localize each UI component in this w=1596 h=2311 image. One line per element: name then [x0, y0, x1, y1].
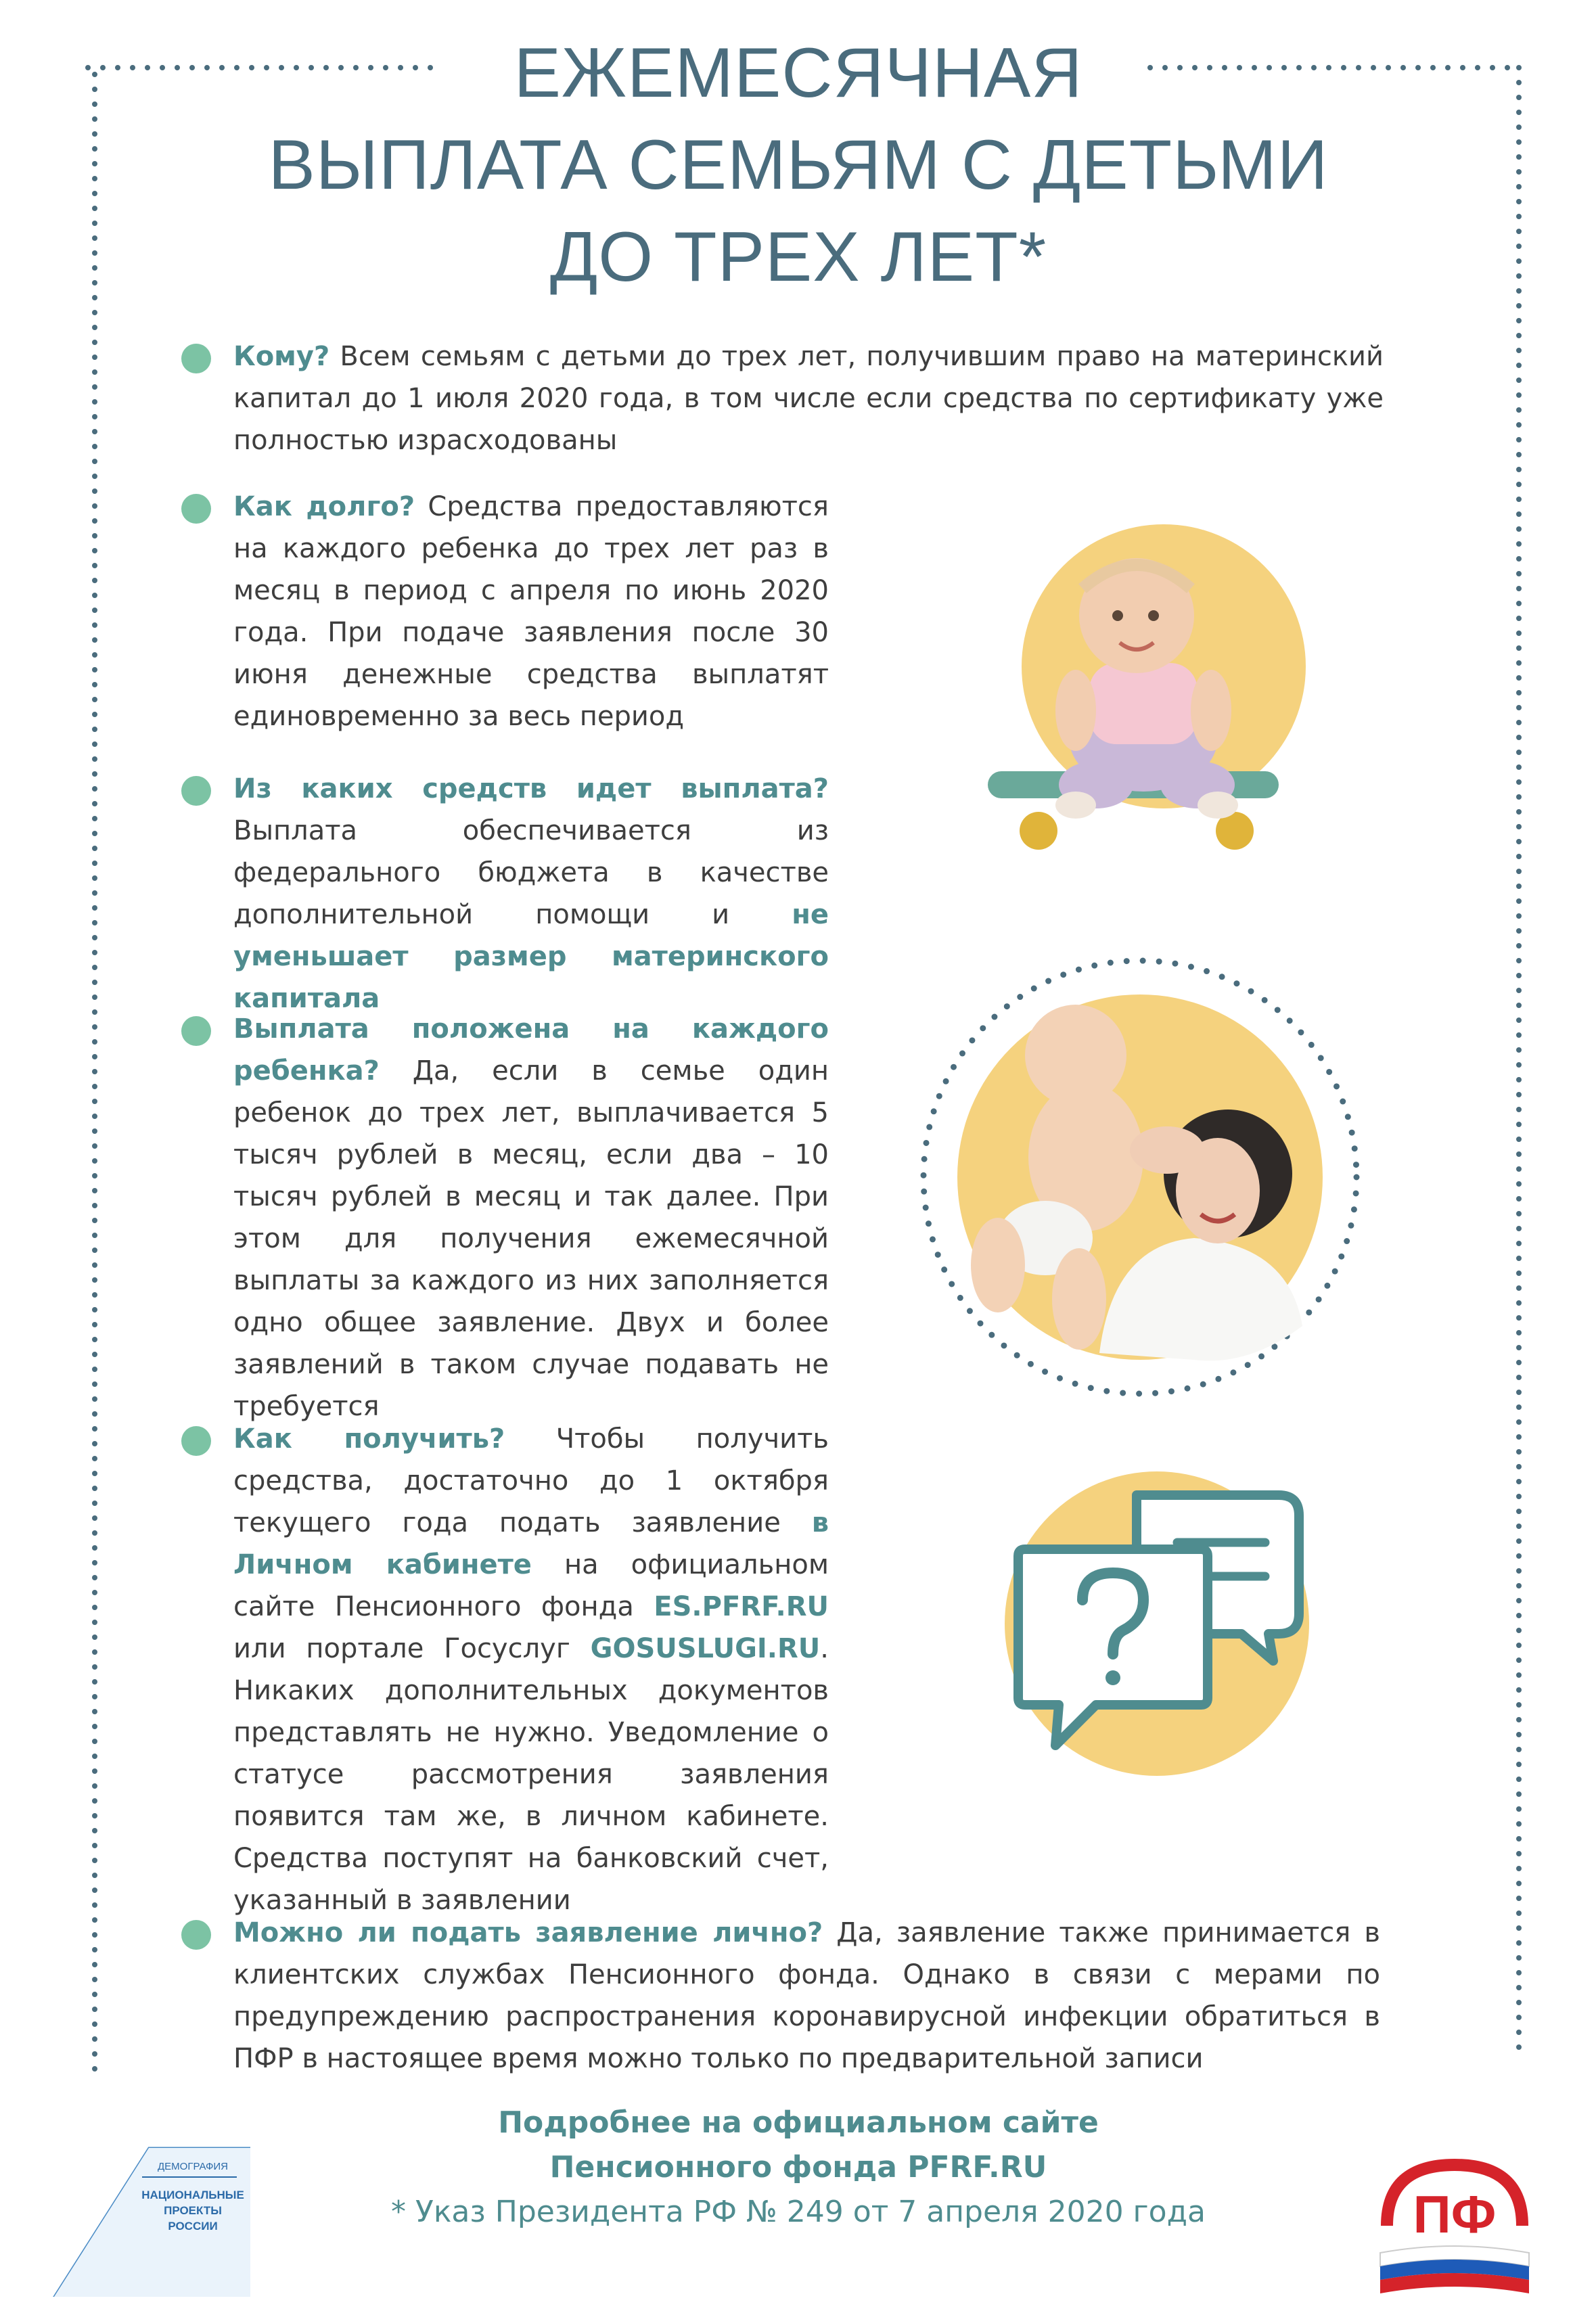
answer-text: Да, если в семье один ребенок до трех лет, выплачивается 5 тысяч рублей в месяц, если два – 10 тысяч рублей в месяц и так далее. При этом для получения ежемесячной выплаты за каждого из них заполняется одно общее заявление. Двух и более заявлений в таком случае подавать не требуется: [233, 1055, 829, 1422]
answer-text: на официальном сайте Пенсионного фонда: [233, 1549, 829, 1622]
title-line-2: ВЫПЛАТА СЕМЬЯМ С ДЕТЬМИ: [268, 126, 1329, 204]
footnote: * Указ Президента РФ № 249 от 7 апреля 2020 года: [391, 2195, 1206, 2229]
question-label: Можно ли подать заявление лично?: [233, 1917, 823, 1948]
pfr-logo: [1367, 2151, 1543, 2307]
title-line-3: ДО ТРЕХ ЛЕТ*: [549, 218, 1047, 296]
answer-text: или портале Госуслуг: [233, 1633, 591, 1664]
block-how-long: [233, 486, 829, 737]
page-title: [135, 27, 1461, 303]
block-who: [233, 336, 1384, 461]
gosuslugi-link[interactable]: GOSUSLUGI.RU: [590, 1633, 821, 1664]
question-label: Как долго?: [233, 491, 415, 522]
block-how-get: [233, 1418, 829, 1921]
logo-line-2: ПРОЕКТЫ: [164, 2204, 222, 2217]
cabinet-link-text: в Личном кабинете: [233, 1507, 829, 1580]
question-label: Кому?: [233, 341, 330, 372]
answer-text: Средства предоставляются на каждого ребенка до трех лет раз в месяц в период с апреля по июнь 2020 года. При подаче заявления после 30 июня денежные средства выплатят единовременно за весь период: [233, 491, 829, 732]
answer-text: Всем семьям с детьми до трех лет, получившим право на материнский капитал до 1 июля 2020 года, в том числе если средства по сертификату уже полностью израсходованы: [233, 341, 1384, 456]
es-pfrf-link[interactable]: ES.PFRF.RU: [654, 1591, 829, 1622]
national-projects-logo: [47, 2134, 250, 2297]
logo-line-1: НАЦИОНАЛЬНЫЕ: [141, 2189, 244, 2201]
question-label: Выплата положена на каждого ребенка?: [233, 1013, 829, 1086]
highlight-text: не уменьшает размер материнского капитала: [233, 899, 829, 1014]
bullet-icon: [181, 1920, 211, 1950]
footer-line-2[interactable]: Пенсионного фонда PFRF.RU: [549, 2150, 1047, 2184]
question-label: Из каких средств идет выплата?: [233, 773, 829, 804]
bullet-icon: [181, 494, 211, 524]
answer-text: Чтобы получить средства, достаточно до 1 октября текущего года подать заявление: [233, 1423, 829, 1538]
question-label: Как получить?: [233, 1423, 505, 1455]
footer-more-info: [338, 2101, 1258, 2190]
answer-text: . Никаких дополнительных документов представлять не нужно. Уведомление о статусе рассмотрения заявления появится там же, в личном кабинете. Средства поступят на банковский счет, указанный в заявлении: [233, 1633, 829, 1916]
answer-text: Выплата обеспечивается из федерального бюджета в качестве дополнительной помощи и: [233, 815, 829, 930]
block-in-person: [233, 1912, 1380, 2080]
bullet-icon: [181, 776, 211, 806]
question-chat-icon: [995, 1455, 1373, 1779]
baby-on-skateboard-image: [974, 514, 1313, 866]
bullet-icon: [181, 1016, 211, 1046]
footer-line-1: Подробнее на официальном сайте: [498, 2105, 1099, 2140]
title-line-1: ЕЖЕМЕСЯЧНАЯ: [514, 34, 1083, 112]
bullet-icon: [181, 1426, 211, 1456]
pfr-logo-text: ПФ: [1413, 2184, 1497, 2244]
logo-demography-text: ДЕМОГРАФИЯ: [158, 2161, 228, 2172]
logo-line-3: РОССИИ: [168, 2220, 218, 2233]
answer-text: Да, заявление также принимается в клиентских службах Пенсионного фонда. Однако в связи с мерами по предупреждению распространения коронавирусной инфекции обратиться в ПФР в настоящее время можно только по предварительной записи: [233, 1917, 1380, 2074]
mother-with-baby-image: [910, 947, 1370, 1407]
block-source: [233, 768, 829, 1020]
bullet-icon: [181, 344, 211, 373]
block-each-child: [233, 1008, 829, 1427]
